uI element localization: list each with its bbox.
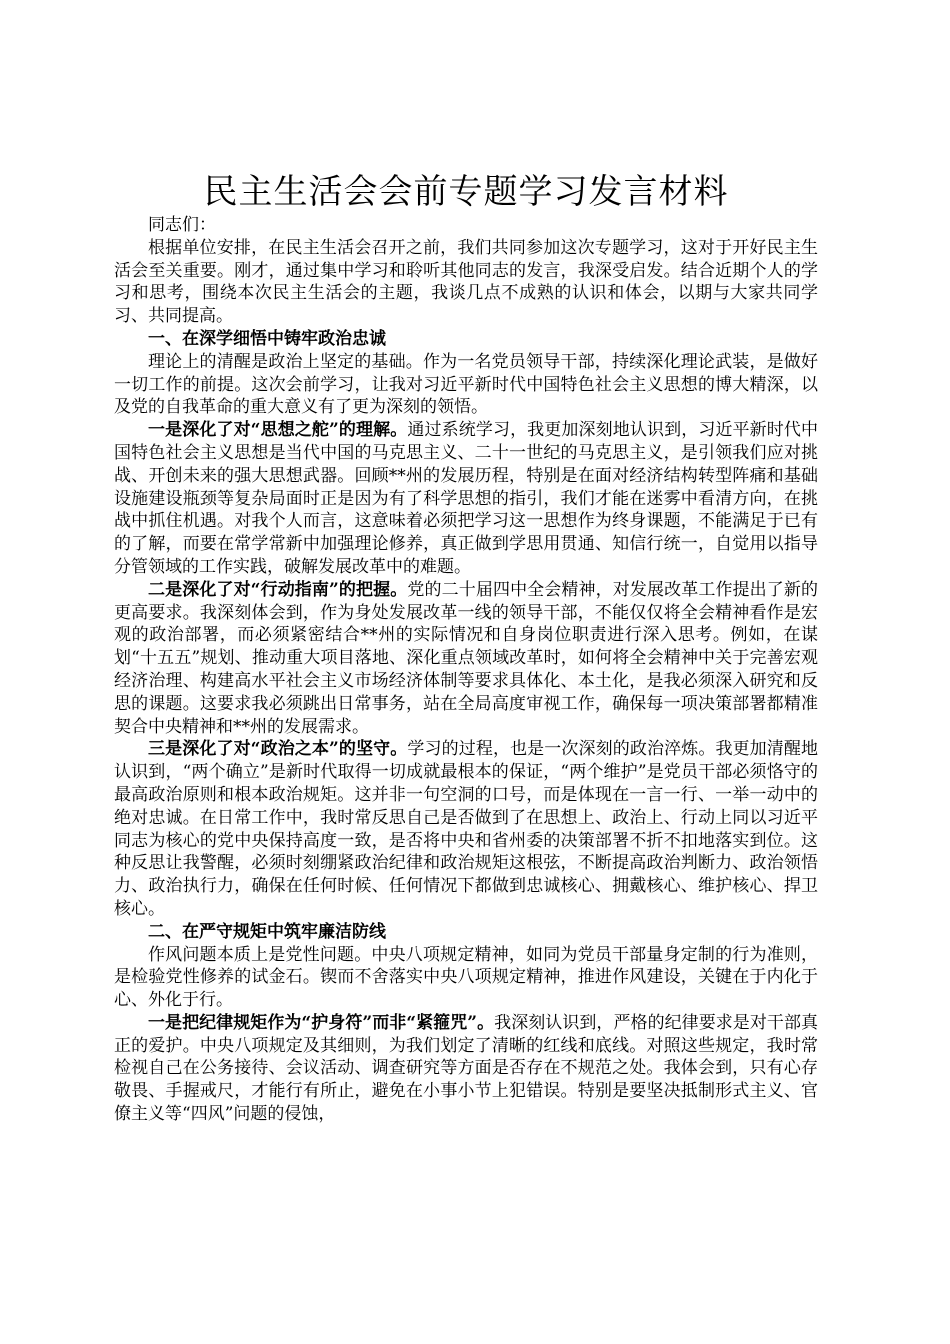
- section-heading-1: 一、在深学细悟中铸牢政治忠诚: [148, 328, 386, 349]
- document-page: [114, 170, 818, 1126]
- point-lead: 一是把纪律规矩作为“护身符”而非“紧箍咒”。: [148, 1012, 495, 1033]
- salutation: 同志们：: [148, 215, 216, 235]
- document-title: 民主生活会会前专题学习发言材料: [203, 172, 729, 212]
- section-heading-2: 二、在严守规矩中筑牢廉洁防线: [148, 921, 386, 942]
- point-lead: 一是深化了对“思想之舵”的理解。: [148, 420, 408, 441]
- point-body: 党的二十届四中全会精神，对发展改革工作提出了新的更高要求。我深刻体会到，作为身处发展改革一线的领导干部，不能仅仅将全会精神看作是宏观的政治部署，而必须紧密结合**州的实际情况和自身岗位职责进行深入思考。例如，在谋划“十五五”规划、推动重大项目落地、深化重点领域改革时，如何将全会精神中关于完善宏观经济治理、构建高水平社会主义市场经济体制等要求具体化、本土化，是我必须深入研究和反思的课题。这要求我必须跳出日常事务，站在全局高度审视工作，确保每一项决策部署都精准契合中央精神和**州的发展需求。: [114, 579, 819, 737]
- section-1-point-2: [114, 579, 818, 739]
- point-body: 学习的过程，也是一次深刻的政治淬炼。我更加清醒地认识到，“两个确立”是新时代取得一切成就最根本的保证，“两个维护”是党员干部必须恪守的最高政治原则和根本政治规矩。这并非一句空洞的口号，而是体现在一言一行、一举一动中的绝对忠诚。在日常工作中，我时常反思自己是否做到了在思想上、政治上、行动上同以习近平同志为核心的党中央保持高度一致，是否将中央和省州委的决策部署不折不扣地落实到位。这种反思让我警醒，必须时刻绷紧政治纪律和政治规矩这根弦，不断提高政治判断力、政治领悟力、政治执行力，确保在任何时候、任何情况下都做到忠诚核心、拥戴核心、维护核心、捍卫核心。: [114, 739, 819, 919]
- point-body: 通过系统学习，我更加深刻地认识到，习近平新时代中国特色社会主义思想是当代中国的马克思主义、二十一世纪的马克思主义，是引领我们应对挑战、开创未来的强大思想武器。回顾**州的发展历程，特别是在面对经济结构转型阵痛和基础设施建设瓶颈等复杂局面时正是因为有了科学思想的指引，我们才能在迷雾中看清方向，在挑战中抓住机遇。对我个人而言，这意味着必须把学习这一思想作为终身课题，不能满足于已有的了解，而要在常学常新中加强理论修养，真正做到学思用贯通、知信行统一，自觉用以指导分管领域的工作实践，破解发展改革中的难题。: [114, 420, 819, 577]
- section-1-point-1: [114, 419, 818, 579]
- point-lead: 二是深化了对“行动指南”的把握。: [148, 579, 408, 600]
- section-2-intro: 作风问题本质上是党性问题。中央八项规定精神，如同为党员干部量身定制的行为准则，是检验党性修养的试金石。锲而不舍落实中央八项规定精神，推进作风建设，关键在于内化于心、外化于行。: [114, 944, 818, 1011]
- point-lead: 三是深化了对“政治之本”的坚守。: [148, 739, 408, 760]
- section-1-intro: 理论上的清醒是政治上坚定的基础。作为一名党员领导干部，持续深化理论武装，是做好一切工作的前提。这次会前学习，让我对习近平新时代中国特色社会主义思想的博大精深，以及党的自我革命的重大意义有了更为深刻的领悟。: [114, 351, 818, 418]
- intro-paragraph: 根据单位安排，在民主生活会召开之前，我们共同参加这次专题学习，这对于开好民主生活会至关重要。刚才，通过集中学习和聆听其他同志的发言，我深受启发。结合近期个人的学习和思考，围绕本次民主生活会的主题，我谈几点不成熟的认识和体会，以期与大家共同学习、共同提高。: [114, 237, 818, 327]
- section-1-point-3: [114, 738, 818, 920]
- point-body: 我深刻认识到，严格的纪律要求是对干部真正的爱护。中央八项规定及其细则，为我们划定了清晰的红线和底线。对照这些规定，我时常检视自己在公务接待、会议活动、调查研究等方面是否存在不规范之处。我体会到，只有心存敬畏、手握戒尺，才能行有所止，避免在小事小节上犯错误。特别是要坚决抵制形式主义、官僚主义等“四风”问题的侵蚀，: [114, 1012, 818, 1125]
- section-2-point-1: [114, 1012, 818, 1126]
